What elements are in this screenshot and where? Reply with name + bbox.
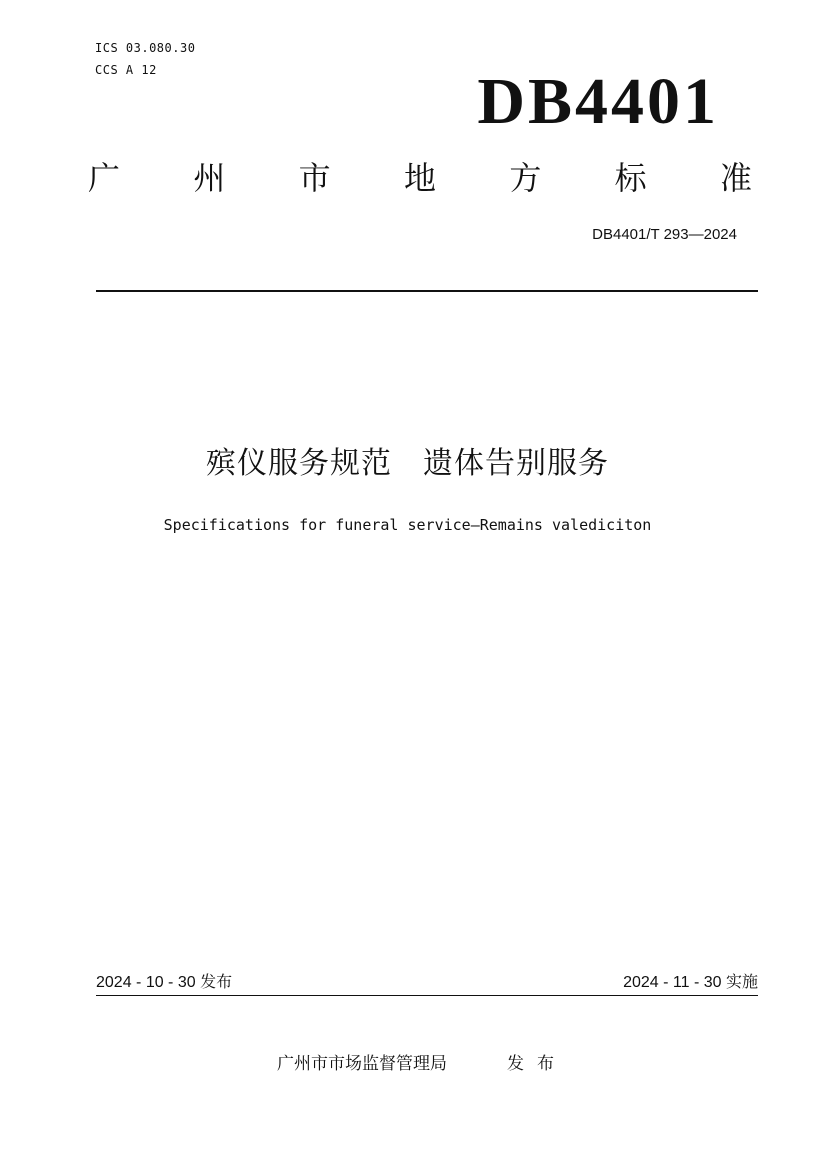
issuing-authority: 广州市市场监督管理局 bbox=[277, 1054, 447, 1073]
standard-type-char: 广 bbox=[88, 160, 121, 196]
document-title-chinese: 殡仪服务规范 遗体告别服务 bbox=[206, 447, 609, 480]
ics-code: ICS 03.080.30 bbox=[95, 41, 196, 55]
standard-type-char: 方 bbox=[509, 160, 542, 196]
standard-type-name bbox=[88, 158, 752, 198]
standard-type-char: 州 bbox=[193, 160, 226, 196]
implement-date: 2024 - 11 - 30 实施 bbox=[623, 974, 758, 991]
ccs-code: CCS A 12 bbox=[95, 63, 157, 77]
publish-date: 2024 - 10 - 30 发布 bbox=[96, 974, 233, 991]
bottom-divider bbox=[96, 995, 758, 996]
top-divider bbox=[96, 290, 758, 292]
issue-label: 发布 bbox=[507, 1054, 567, 1073]
standard-type-char: 市 bbox=[298, 160, 331, 196]
standard-code: DB4401/T 293—2024 bbox=[592, 226, 737, 243]
standard-type-char: 地 bbox=[403, 160, 436, 196]
document-title-english: Specifications for funeral service—Remains valediciton bbox=[163, 516, 652, 534]
standard-type-char: 标 bbox=[614, 160, 647, 196]
standard-type-char: 准 bbox=[719, 160, 752, 196]
standard-logo: DB4401 bbox=[477, 65, 719, 138]
